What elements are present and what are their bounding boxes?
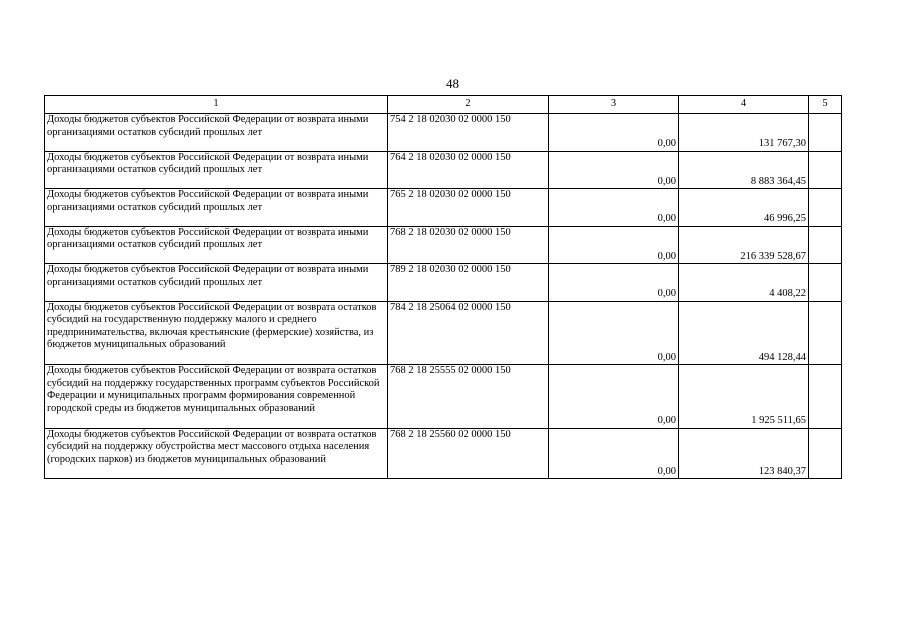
income-name-cell: Доходы бюджетов субъектов Российской Федерации от возврата иными организациями остатков субсидий прошлых лет	[45, 189, 388, 227]
value-col4-cell: 4 408,22	[679, 264, 809, 302]
header-cell: 1	[45, 96, 388, 114]
table-row	[45, 189, 842, 227]
value-col3-cell: 0,00	[549, 264, 679, 302]
value-col3-cell: 0,00	[549, 151, 679, 189]
income-name-cell: Доходы бюджетов субъектов Российской Федерации от возврата иными организациями остатков субсидий прошлых лет	[45, 264, 388, 302]
budget-code-cell: 784 2 18 25064 02 0000 150	[388, 301, 549, 365]
income-name-cell: Доходы бюджетов субъектов Российской Федерации от возврата иными организациями остатков субсидий прошлых лет	[45, 226, 388, 264]
value-col5-cell	[809, 226, 842, 264]
income-name-cell: Доходы бюджетов субъектов Российской Федерации от возврата остатков субсидий на поддержку обустройства мест массового отдыха населения (городских парков) из бюджетов муниципальных образований	[45, 428, 388, 479]
table-row	[45, 226, 842, 264]
income-name-cell: Доходы бюджетов субъектов Российской Федерации от возврата остатков субсидий на поддержку государственных программ субъектов Российской Федерации и муниципальных программ формирования современной городской среды из бюджетов муниципальных образований	[45, 365, 388, 429]
value-col4-cell: 494 128,44	[679, 301, 809, 365]
budget-code-cell: 768 2 18 25555 02 0000 150	[388, 365, 549, 429]
budget-code-cell: 768 2 18 25560 02 0000 150	[388, 428, 549, 479]
value-col3-cell: 0,00	[549, 189, 679, 227]
header-cell: 4	[679, 96, 809, 114]
value-col5-cell	[809, 428, 842, 479]
value-col4-cell: 46 996,25	[679, 189, 809, 227]
budget-code-cell: 789 2 18 02030 02 0000 150	[388, 264, 549, 302]
value-col4-cell: 131 767,30	[679, 114, 809, 152]
income-name-cell: Доходы бюджетов субъектов Российской Федерации от возврата иными организациями остатков субсидий прошлых лет	[45, 151, 388, 189]
value-col5-cell	[809, 189, 842, 227]
header-cell: 5	[809, 96, 842, 114]
budget-code-cell: 764 2 18 02030 02 0000 150	[388, 151, 549, 189]
value-col5-cell	[809, 114, 842, 152]
table-row	[45, 301, 842, 365]
table-row	[45, 264, 842, 302]
table-row	[45, 151, 842, 189]
budget-code-cell: 768 2 18 02030 02 0000 150	[388, 226, 549, 264]
table-row	[45, 365, 842, 429]
header-cell: 3	[549, 96, 679, 114]
value-col5-cell	[809, 264, 842, 302]
page-number: 48	[446, 76, 459, 91]
table-header-row	[45, 96, 842, 114]
budget-table	[44, 95, 842, 479]
header-cell: 2	[388, 96, 549, 114]
value-col4-cell: 123 840,37	[679, 428, 809, 479]
value-col3-cell: 0,00	[549, 301, 679, 365]
value-col3-cell: 0,00	[549, 365, 679, 429]
table-row	[45, 428, 842, 479]
value-col3-cell: 0,00	[549, 226, 679, 264]
value-col4-cell: 216 339 528,67	[679, 226, 809, 264]
budget-code-cell: 765 2 18 02030 02 0000 150	[388, 189, 549, 227]
value-col4-cell: 1 925 511,65	[679, 365, 809, 429]
value-col5-cell	[809, 301, 842, 365]
income-name-cell: Доходы бюджетов субъектов Российской Федерации от возврата остатков субсидий на государственную поддержку малого и среднего предпринимательства, включая крестьянские (фермерские) хозяйства, из бюджетов муниципальных образований	[45, 301, 388, 365]
table-row	[45, 114, 842, 152]
value-col4-cell: 8 883 364,45	[679, 151, 809, 189]
value-col3-cell: 0,00	[549, 428, 679, 479]
value-col3-cell: 0,00	[549, 114, 679, 152]
value-col5-cell	[809, 151, 842, 189]
income-name-cell: Доходы бюджетов субъектов Российской Федерации от возврата иными организациями остатков субсидий прошлых лет	[45, 114, 388, 152]
value-col5-cell	[809, 365, 842, 429]
budget-code-cell: 754 2 18 02030 02 0000 150	[388, 114, 549, 152]
